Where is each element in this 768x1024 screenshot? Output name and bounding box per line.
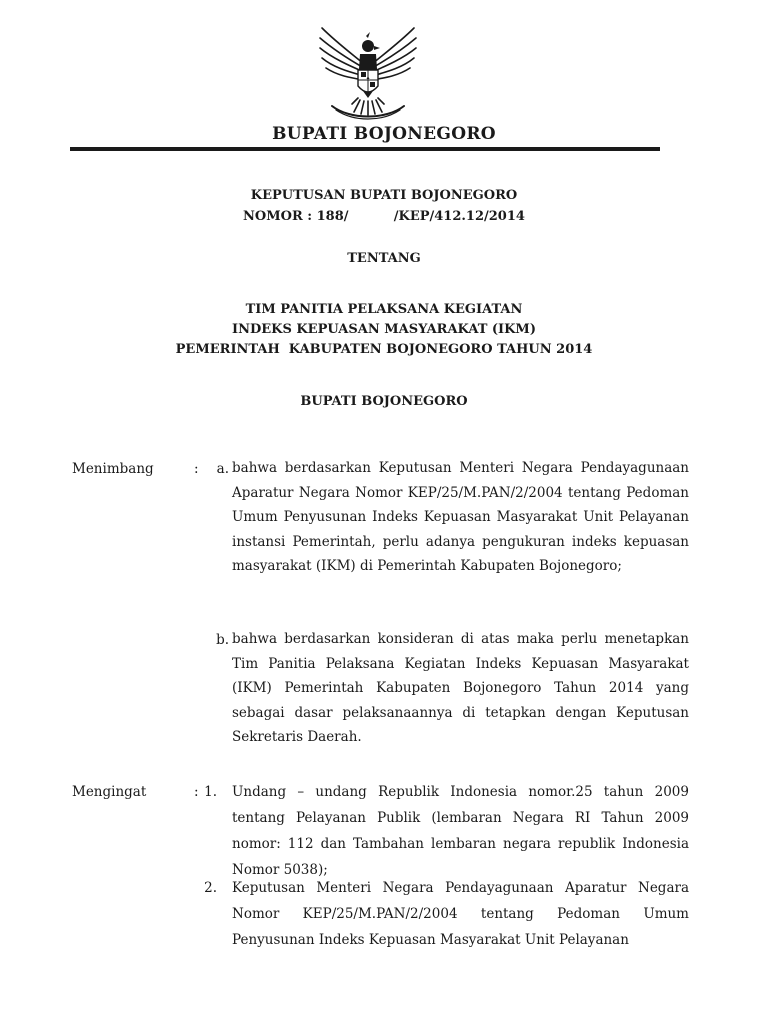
menimbang-colon: : [194,461,199,477]
mengingat-item-marker: 2. [204,880,217,896]
mengingat-label: Mengingat [72,784,147,800]
mengingat-item-marker: 1. [204,784,217,800]
garuda-emblem-icon [314,24,422,124]
subject-line-1: TIM PANITIA PELAKSANA KEGIATAN [245,302,523,317]
issuer-title: BUPATI BOJONEGORO [272,124,496,144]
menimbang-item-text: bahwa berdasarkan Keputusan Menteri Negara Pendayagunaan Aparatur Negara Nomor KEP/25/M.PAN/2/2004 tentang Pedoman Umum Penyusunan Indeks Kepuasan Masyarakat Unit Pelayanan instansi Pemerintah, perlu adanya pengukuran indeks kepuasan masyarakat (IKM) di Pemerintah Kabupaten Bojonegoro; [232,460,689,574]
menimbang-item-marker: a. [216,461,229,477]
menimbang-item-text: bahwa berdasarkan konsideran di atas maka perlu menetapkan Tim Panitia Pelaksana Kegiatan Indeks Kepuasan Masyarakat (IKM) Pemerintah Kabupaten Bojonegoro Tahun 2014 yang sebagai dasar pelaksanaannya di tetapkan dengan Keputusan Sekretaris Daerah. [232,631,689,745]
mengingat-item-text: Keputusan Menteri Negara Pendayagunaan Aparatur Negara Nomor KEP/25/M.PAN/2/2004 tentang Pedoman Umum Penyusunan Indeks Kepuasan Masyarakat Unit Pelayanan [232,880,689,948]
mengingat-colon: : [194,784,199,800]
decree-about: TENTANG [347,251,421,266]
subject-line-2: INDEKS KEPUASAN MASYARAKAT (IKM) [232,322,536,337]
mengingat-item-text: Undang – undang Republik Indonesia nomor.25 tahun 2009 tentang Pelayanan Publik (lembaran Negara RI Tahun 2009 nomor: 112 dan Tambahan lembaran negara republik Indonesia Nomor 5038); [232,784,689,878]
subject-line-3: PEMERINTAH KABUPATEN BOJONEGORO TAHUN 2014 [175,342,593,357]
decree-number: NOMOR : 188/ /KEP/412.12/2014 [243,209,525,224]
header-rule [70,147,660,151]
menimbang-label: Menimbang [72,461,154,477]
decree-authority: BUPATI BOJONEGORO [300,394,468,409]
decree-title: KEPUTUSAN BUPATI BOJONEGORO [250,188,518,203]
menimbang-item-marker: b. [216,632,229,648]
